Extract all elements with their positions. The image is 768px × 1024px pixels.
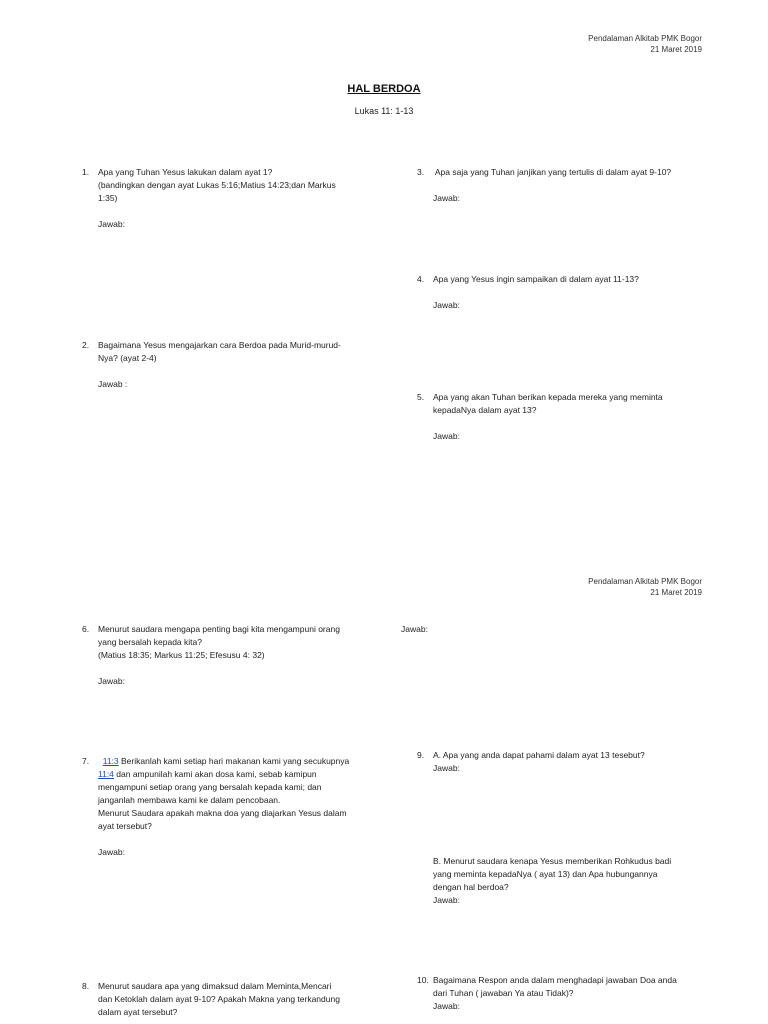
question-text: Bagaimana Yesus mengajarkan cara Berdoa pada Murid-murud- (98, 340, 341, 350)
question-text: Menurut saudara mengapa penting bagi kita mengampuni orang (98, 624, 340, 634)
document-header (588, 576, 702, 598)
question-9b (417, 855, 717, 907)
question-text: Apa yang Tuhan Yesus lakukan dalam ayat 1? (98, 167, 273, 177)
question-number: 9. (417, 750, 425, 760)
question-text: Nya? (ayat 2-4) (98, 353, 157, 363)
answer-label-right: Jawab: (401, 624, 428, 634)
header-org: Pendalaman Alkitab PMK Bogor (588, 577, 702, 586)
question-number: 10. (417, 975, 429, 985)
question-text: dalam ayat tersebut? (98, 1007, 178, 1017)
question-text: Menurut saudara apa yang dimaksud dalam Meminta,Mencari (98, 981, 332, 991)
question-text: (Matius 18:35; Markus 11:25; Efesusu 4: 32) (98, 650, 265, 660)
answer-label: Jawab: (98, 676, 125, 686)
question-text: (bandingkan dengan ayat Lukas 5:16;Matius 14:23;dan Markus (98, 180, 336, 190)
verse-link[interactable]: 11:4 (98, 769, 114, 779)
question-text: kepadaNya dalam ayat 13? (433, 405, 537, 415)
question-text-with-ref (98, 768, 392, 781)
answer-label: Jawab : (98, 379, 128, 389)
question-number: 5. (417, 392, 425, 402)
question-2 (82, 339, 382, 391)
question-number: 4. (417, 274, 425, 284)
question-1 (82, 166, 382, 231)
header-date: 21 Maret 2019 (650, 588, 702, 597)
question-number: 3. (417, 167, 425, 177)
page-title: HAL BERDOA (347, 83, 421, 95)
document-header (588, 33, 702, 55)
answer-label: Jawab: (433, 1001, 460, 1011)
question-10 (417, 974, 717, 1013)
question-text: Bagaimana Respon anda dalam menghadapi jawaban Doa anda (433, 975, 677, 985)
header-org: Pendalaman Alkitab PMK Bogor (588, 34, 702, 43)
page-subtitle: Lukas 11: 1-13 (354, 106, 414, 116)
verse-text: dan ampunilah kami akan dosa kami, sebab kamipun (113, 769, 317, 779)
question-text: yang meminta kepadaNya ( ayat 13) dan Apa hubungannya (433, 869, 658, 879)
question-5 (417, 391, 717, 443)
question-text: dengan hal berdoa? (433, 882, 509, 892)
question-text: A. Apa yang anda dapat pahami dalam ayat 13 tesebut? (433, 750, 645, 760)
header-date: 21 Maret 2019 (650, 45, 702, 54)
question-text: Menurut Saudara apakah makna doa yang diajarkan Yesus dalam (98, 808, 347, 818)
question-text-with-ref (98, 755, 392, 768)
question-number: 1. (82, 167, 90, 177)
answer-label: Jawab: (98, 847, 125, 857)
question-4 (417, 273, 717, 312)
question-text: janganlah membawa kami ke dalam pencobaan. (98, 795, 281, 805)
answer-label: Jawab: (98, 219, 125, 229)
question-text: Apa yang akan Tuhan berikan kepada mereka yang meminta (433, 392, 663, 402)
question-text: B. Menurut saudara kenapa Yesus memberikan Rohkudus badi (433, 856, 672, 866)
answer-label: Jawab: (433, 763, 460, 773)
answer-label: Jawab: (433, 431, 460, 441)
question-9a (417, 749, 717, 775)
question-text: dan Ketoklah dalam ayat 9-10? Apakah Makna yang terkandung (98, 994, 340, 1004)
answer-label: Jawab: (433, 895, 460, 905)
question-8 (82, 980, 392, 1019)
question-text: mengampuni setiap orang yang bersalah kepada kami; dan (98, 782, 322, 792)
question-text: Apa saja yang Tuhan janjikan yang tertulis di dalam ayat 9-10? (433, 167, 672, 177)
question-text: ayat tersebut? (98, 821, 152, 831)
question-number: 8. (82, 981, 90, 991)
answer-label: Jawab: (433, 300, 460, 310)
answer-label: Jawab: (433, 193, 460, 203)
question-number: 2. (82, 340, 90, 350)
question-text: dari Tuhan ( jawaban Ya atau Tidak)? (433, 988, 574, 998)
question-number: 6. (82, 624, 90, 634)
verse-link[interactable]: 11:3 (102, 756, 119, 766)
question-number: 7. (82, 756, 90, 766)
question-text: yang bersalah kepada kita? (98, 637, 202, 647)
verse-text: Berikanlah kami setiap hari makanan kami yang secukupnya (118, 756, 350, 766)
question-text: 1:35) (98, 193, 118, 203)
question-text: Apa yang Yesus ingin sampaikan di dalam ayat 11-13? (433, 274, 639, 284)
question-3 (417, 166, 717, 205)
question-6 (82, 623, 392, 688)
question-7 (82, 755, 392, 859)
